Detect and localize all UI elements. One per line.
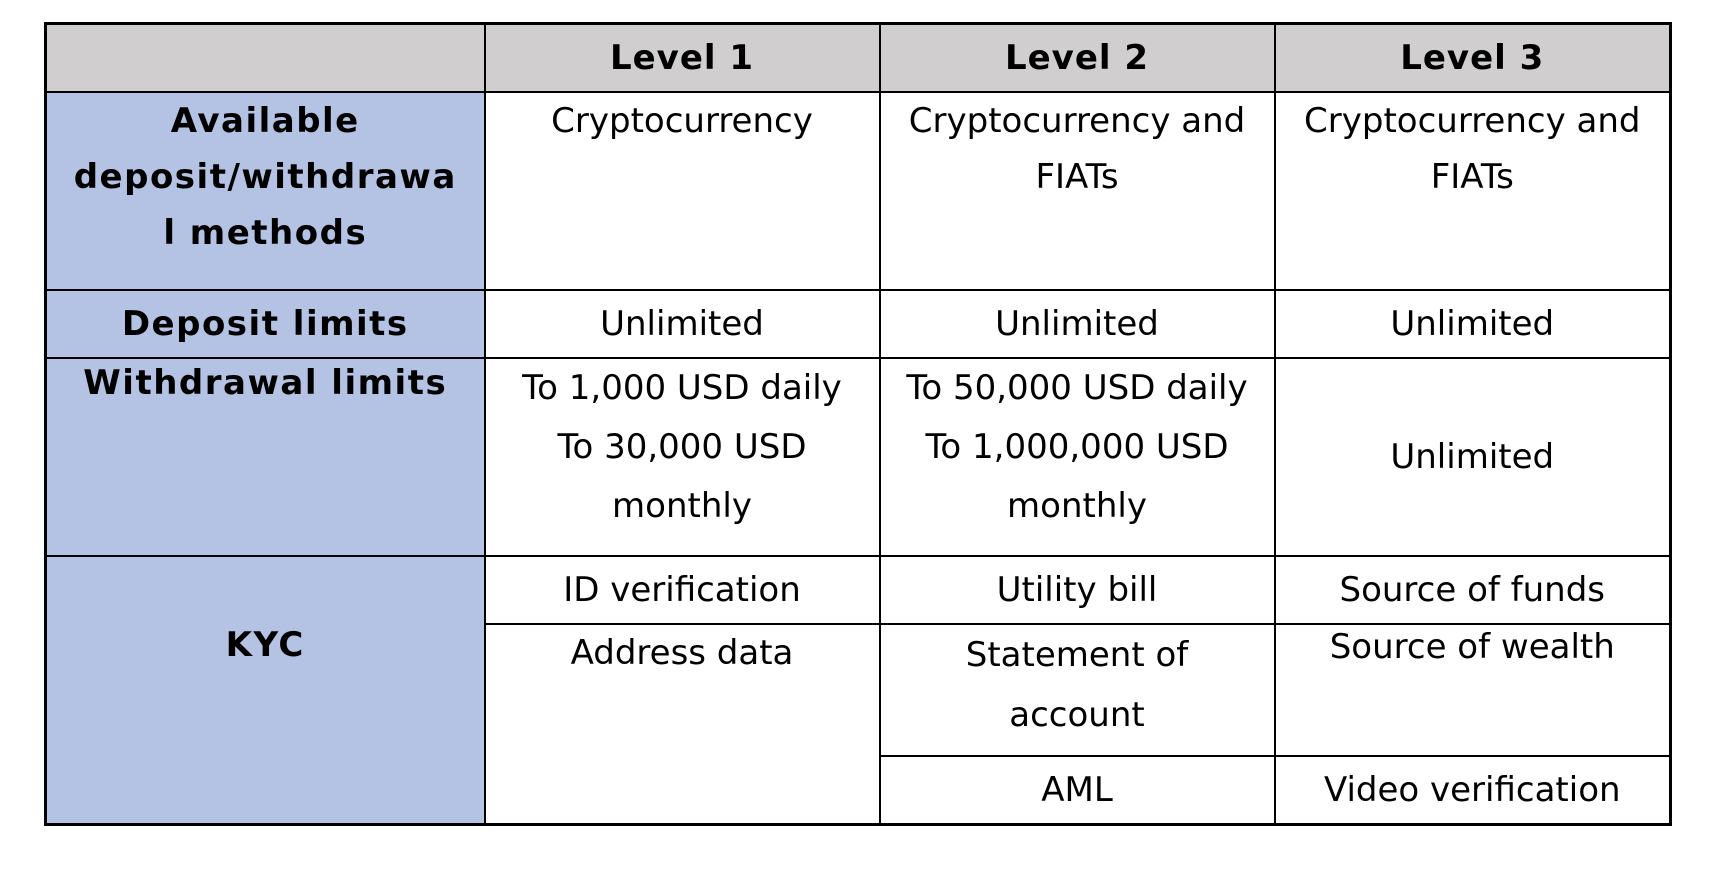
kyc-level-3-item: Source of funds: [1275, 556, 1671, 624]
table-row-withdrawal: [46, 358, 1671, 556]
header-row: [46, 24, 1671, 93]
table-row-methods: [46, 92, 1671, 290]
withdrawal-level-2-line: To 1,000,000 USD: [925, 427, 1229, 467]
kyc-level-3-item: Source of wealth: [1275, 624, 1671, 756]
deposit-level-1: Unlimited: [485, 290, 880, 358]
withdrawal-level-2: [880, 358, 1275, 556]
withdrawal-level-3: Unlimited: [1275, 358, 1671, 556]
methods-level-2-line: Cryptocurrency and: [908, 101, 1246, 141]
kyc-level-1-item: Address data: [485, 624, 880, 825]
deposit-level-2: Unlimited: [880, 290, 1275, 358]
withdrawal-level-2-line: To 50,000 USD daily: [906, 368, 1248, 408]
row-label-methods: [46, 92, 485, 290]
kyc-level-2-item: Utility bill: [880, 556, 1275, 624]
header-level-3: Level 3: [1275, 24, 1671, 93]
header-level-2: Level 2: [880, 24, 1275, 93]
withdrawal-level-1-line: To 1,000 USD daily: [522, 368, 842, 408]
deposit-level-3: Unlimited: [1275, 290, 1671, 358]
withdrawal-level-1: [485, 358, 880, 556]
table-row-kyc-1: [46, 556, 1671, 624]
withdrawal-level-1-line: To 30,000 USD: [557, 427, 807, 467]
row-label-methods-line: deposit/withdrawa: [73, 157, 457, 197]
methods-level-3-line: FIATs: [1430, 157, 1514, 197]
row-label-methods-line: l methods: [163, 213, 368, 253]
methods-level-3-line: Cryptocurrency and: [1304, 101, 1641, 141]
kyc-level-1-item: ID verification: [485, 556, 880, 624]
row-label-deposit: Deposit limits: [46, 290, 485, 358]
header-level-1: Level 1: [485, 24, 880, 93]
kyc-level-2-statement-line: account: [1009, 695, 1145, 735]
table-row-deposit: [46, 290, 1671, 358]
withdrawal-level-1-line: monthly: [612, 486, 752, 526]
kyc-level-2-item: [880, 624, 1275, 756]
withdrawal-level-2-line: monthly: [1007, 486, 1147, 526]
methods-level-3: [1275, 92, 1671, 290]
kyc-level-2-item: AML: [880, 756, 1275, 825]
corner-header-cell: [46, 24, 485, 93]
methods-level-2-line: FIATs: [1035, 157, 1119, 197]
kyc-levels-table: [44, 22, 1672, 826]
kyc-level-2-statement-line: Statement of: [965, 635, 1189, 675]
row-label-withdrawal: Withdrawal limits: [46, 358, 485, 556]
methods-level-1: Cryptocurrency: [485, 92, 880, 290]
row-label-kyc: KYC: [46, 556, 485, 825]
methods-level-2: [880, 92, 1275, 290]
row-label-methods-line: Available: [170, 101, 360, 141]
kyc-level-3-item: Video verification: [1275, 756, 1671, 825]
